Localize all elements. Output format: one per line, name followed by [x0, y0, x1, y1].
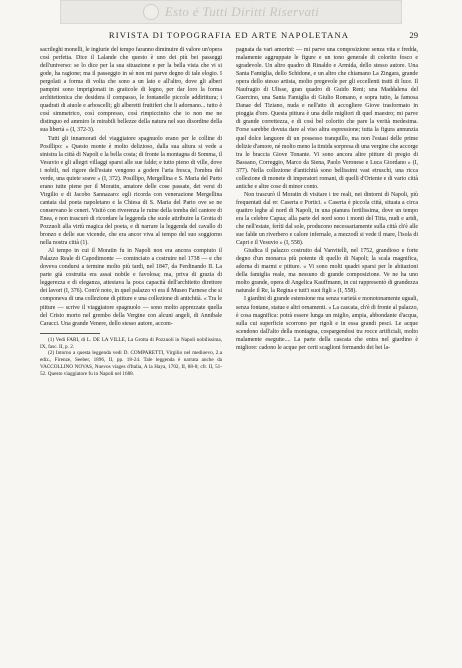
watermark-banner — [60, 0, 402, 24]
paragraph: sacrileghi monelli, le ingiurie del tempo faranno diminuire di valore un'opera così perfetta. Dice il Lalande che questo è uno dei più bei passeggi dell'universo: se lo dice per la sua situazione e per la bella vista che vi si gode, ha ragione; ma il passeggio in sè non mi parve degno di tale elogio. I pergolati a forma di volta che sono a un lato e all'altro, dove gli alberi pampini sono imprigionati in graticole di legno, per dar loro la forma architettonica che desidera il compasso, le fontanelle piccole addirittura; i quadrati di aiuole e arboscelli; gli alberetti fruttiferi che li adornano... tutto è così simmetrico, così compresso, così rimpiccinito che io non me ne distinguo ed ammiro le mirabili bellezze della natura nel suo disordine della sua libertà » (I, 372-3). — [40, 47, 222, 134]
footnote: (2) Intorno a questa leggenda vedi D. COMPARETTI, Virgilio nel medioevo, 2.a ediz., Firenze, Seeber, 1896, II, pp. 18-24. Tale leggenda è narrata anche da VACCOLLINO NOVAS, Nuevos viages d'Italia, A la Haya, 1702, II, 88-8; cfr. II, 51-52. Questo viaggiatore fu in Napoli nel 1688. — [40, 350, 222, 378]
watermark-text: Esto é Tutti Diritti Riservati — [164, 4, 320, 19]
right-column — [236, 46, 418, 378]
paragraph: pagnata da vari amorini: — mi parve una composizione senza vita e fredda, malamente aggruppate le figure e un tono generale di colorito fosco e sgradevole. Un altro quadro di Rinaldo e Armida, dello stesso autore. Una Santa Famiglia, dello Schidone, e un altro che chiamano La Zingara, grande opera dello stesso artista, molto pregevole per gli eccellenti tratti di luce. Il Naufragio di Ulisse, gran quadro di Guido Reni; una Maddalena del Guercino, una Santa Famiglia di Giulio Romano, e sopra tutto, la famosa Danae del Tiziano, nuda e nell'atto di accogliere Giove trasformato in pioggia d'oro. Questa pittura è una delle migliori di quel maestro; mi parve di grande correttezza, e di così bel colorito che pare la verità medesima. Forse sarebbe dovuta dare al viso altra espressione; tutta la figura annunzia quel dolce languore di un possesso tranquillo, ma non l'estasi delle prime delizie d'amore, né molto meno la timida sorpresa di una vergine che accorge tra le braccia Giove Tonante. Vi sono ancora altre pitture di pregio di Bassano, Correggio, Marco da Siena, Paolo Veronese e Luca Giordano » (I, 377). Nella collezione d'antichità sono bellissimi vasi etruschi, una ricca collezione di monete di imperatori romani, di quelli d'Oriente e di vario città antiche e altre cose di minor conto. — [236, 47, 418, 190]
paragraph: Tutti gli innamorati del viaggiatore spagnuolo erano per le colline di Posillipo: « Questo monte è molto delizioso, dalla sua altura si vede a sinistra la città di Napoli e la bella costa; di fronte la montagna di Somma, il Vesuvio e gli allegri villaggi sparsi alle sue falde; e tutto pieno di ville, dove i nobili, nel rigore dell'estate vengono a godere l'aria fresca, l'ombra del verde, una quiete soave » (I, 372). Posillipo, Mergellina e S. Maria del Parto erano tutte piene per il Moratin, amatore delle cose passate, dei versi di Virgilio e di Jacobo Sannazaro: egli ricorda con venerazione Mergellina cantata dal poeta napoletano e la Chiesa di S. Maria del Parto ove se ne conservano le ceneri. Visitò con riverenza le ruine della tomba del cantore di Enea, e non trascurò di ricordare la leggenda che suole attribuire la Grotta di Pozzuoli alla virtù magica del poeta, e di narrare la leggenda del cavallo di bronzo e delle sue vicende, che era ancor viva al tempo del suo soggiorno nella nostra città (1). — [40, 135, 222, 247]
page-header — [40, 30, 418, 40]
page-number: 29 — [409, 30, 418, 40]
paragraph: Giudica il palazzo costruito dal Vanvitelli, nel 1752, grandioso e forte degno d'un monarca più potente di quello di Napoli; la scala magnifica, adorna di marmi e pitture. « Vi sono molti quadri sparsi per le abitazioni della famiglia reale, ma nessuno di grande composizione. Ve ne ha uno molto grande, opera di Angelica Kauffmann, in cui rappresentò di grandezza naturale il Re, la Regina e tutt'i suoi figli » (I, 558). — [236, 248, 418, 295]
footnotes — [40, 333, 222, 378]
paragraph: I giardini di grande estensione ma senza varietà e monotonamente uguali, senza fontane, statue e altri ornamenti. « La cascata, ch'è di fronte al palazzo, è cosa magnifica: potrà essere lunga un miglio, ampia, abbondante d'acqua, sulla cui superficie scorrono per rigoli e in essa grandi pesci. Le acque scendono dall'alto della montagna, cospargendosi tra rocce artificiali, molto malamente eseguite.... La parte della cascata che entra nel giardino è migliore: cadono le acque per certi scaglioni formando dei bei la- — [236, 296, 418, 351]
left-column — [40, 46, 222, 378]
running-head: RIVISTA DI TOPOGRAFIA ED ARTE NAPOLETANA — [108, 30, 350, 40]
text-columns — [40, 46, 418, 378]
paragraph: Non trascurò il Moratin di visitare i tre reali, nei dintorni di Napoli, più frequentati dal re: Caserta e Portici. « Caserta è piccola città, situata a circa quattro leghe al nord di Napoli, in una pianura fertilissima, dove un tempo era la celebre Capua; alla parte del nord sono i monti del Titta, nudi e aridi, che nell'estate, ferìti dal sole, producono necessariamente sulla città ch'è alle sue falde un riverbero e calore infernale, a mezzodì si vede il mare, l'isola di Capri e il Vesuvio » (I, 558). — [236, 191, 418, 247]
seal-icon — [143, 4, 159, 20]
footnote: (1) Vedi FARI, di L. DE LA VILLE, La Grotta di Pozzuoli in Napoli nobilissima, IX, fasc. II, p. 2. — [40, 336, 222, 350]
paragraph: Al tempo in cui il Moratin fu in Napoli non era ancora compiuto il Palazzo Reale di Capodimonte — cominciato a costruire nel 1738 — e che doveva condursi a termine molto più tardi, nel 1847, da Ferdinando II. La parte già costruita era assai nobile e favolosa; ma, priva di grazia di leggerezza e di eleganza, attestava la poca capacità dell'architetto direttore dei lavori (I, 376). Com'è noto, in quel palazzo vi era il Museo Farnese che si componeva di una collezione di pitture e una collezione di antichità. « Tra le pitture — scrive il viaggiatore spagnuolo — sono molto apprezzate quella del Cristo morto nel grembo della Vergine con alcuni angeli, di Annibale Caracci. Una grande Venere, dello stesso autore, accom- — [40, 248, 222, 327]
